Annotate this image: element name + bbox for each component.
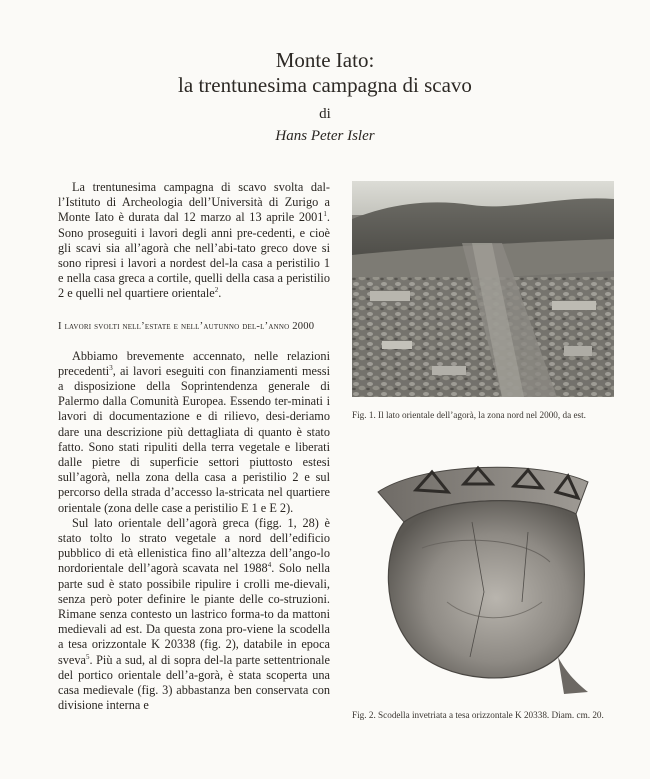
figure-1 <box>352 181 614 421</box>
article-header <box>0 48 650 145</box>
body-paragraph-1: Abbiamo brevemente accennato, nelle relazioni precedenti$^3$, ai lavori eseguiti con finanziamenti messi a disposizione della Soprintendenza generale di Palermo dalla Comunità Europea. Essendo ter-minati i lavori di documentazione e di rilievo, desi-deriamo dare una descrizione più dettagliata di quanto è stato fatto. Sono stati ripuliti della terra vegetale e liberati dalle pietre di superficie settori piuttosto estesi sull’agorà, nella zona della casa a peristilio 2 e sul percorso della strada d’accesso la-stricata nel quartiere orientale (zona delle case a peristilio E 1 e E 2). <box>58 348 330 515</box>
body-paragraph-2: Sul lato orientale dell’agorà greca (figg. 1, 28) è stato tolto lo strato vegetale a nord dell’edificio pubblico di età ellenistica fino all’altezza dell’ango-lo nordorientale dell’agorà scavata nel 1988$^4$. Solo nella parte sud è stato possibile ripulire i crolli me-dievali, senza però poter definire le piante delle co-struzioni. Rimane senza contesto un lastrico forma-to da mattoni medievali ad est. Da questa zona pro-viene la scodella a tesa orizzontale K 20338 (fig. 2), databile in epoca sveva$^5$. Più a sud, al di sopra del-la parte settentrionale del portico orientale dell’a-gorà, è stata scoperta una casa medievale (fig. 3) abbastanza ben conservata con divisione interna e <box>58 515 330 713</box>
author-name: Hans Peter Isler <box>275 128 375 144</box>
footnote-ref-4[interactable]: 4 <box>267 561 272 570</box>
figure-1-caption: Fig. 1. Il lato orientale dell’agorà, la zona nord nel 2000, da est. <box>352 410 586 420</box>
footnote-ref-5[interactable]: 5 <box>86 652 90 661</box>
footnote-ref-2[interactable]: 2 <box>214 286 219 295</box>
ceramic-bowl-photo <box>352 452 614 697</box>
article-title <box>0 48 650 98</box>
text-column <box>58 180 330 714</box>
bowl-photo-graphic <box>352 452 614 697</box>
section-heading: I lavori svolti nell’estate e nell’autunno del-l’anno 2000 <box>58 320 315 332</box>
figure-2-caption: Fig. 2. Scodella invetriata a tesa orizzontale K 20338. Diam. cm. 20. <box>352 710 604 720</box>
intro-paragraph: La trentunesima campagna di scavo svolta dal-l’Istituto di Archeologia dell’Università di Zurigo a Monte Iato è durata dal 12 marzo al 13 aprile 2001$^1$. Sono proseguiti i lavori degli anni pre-cedenti, e cioè gli scavi sia all’agorà che nell’abi-tato greco dove si sono ripresi i lavori a nordest del-la casa a peristilio 1 e nella casa greca a cortile, quelli della casa a peristilio 2 e quelli nel quartiere orientale$^2$. <box>58 180 330 301</box>
figure-2 <box>352 452 614 721</box>
agora-photo-graphic <box>352 181 614 397</box>
title-line-1: Monte Iato: <box>275 48 375 72</box>
byline-di: di <box>319 106 331 122</box>
title-line-2: la trentunesima campagna di scavo <box>178 73 472 97</box>
footnote-ref-1[interactable]: 1 <box>323 210 327 219</box>
agora-excavation-photo <box>352 181 614 397</box>
footnote-ref-3[interactable]: 3 <box>109 363 113 372</box>
